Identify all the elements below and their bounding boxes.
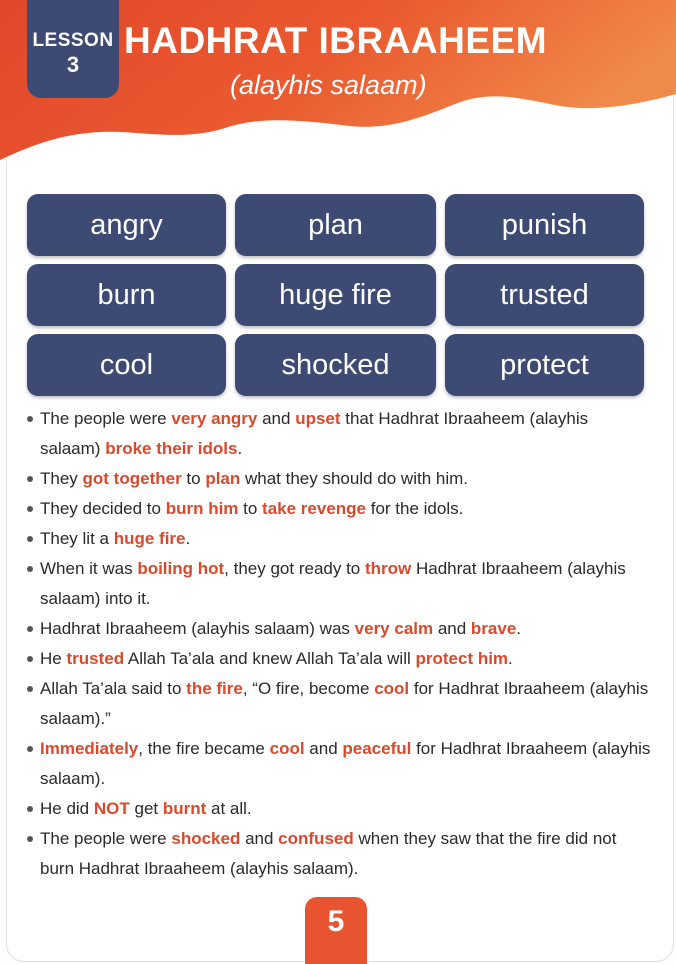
bullet-text: Allah Ta’ala and knew Allah Ta’ala will — [124, 649, 416, 668]
highlighted-phrase: plan — [205, 469, 241, 488]
story-bullet — [26, 644, 651, 674]
page-number: 5 — [305, 897, 367, 964]
vocab-card-protect: protect — [445, 334, 644, 396]
vocab-card-huge-fire: huge fire — [235, 264, 436, 326]
highlighted-phrase: burn him — [165, 499, 239, 518]
story-bullet — [26, 524, 651, 554]
story-bullet — [26, 674, 651, 734]
highlighted-phrase: cool — [374, 679, 410, 698]
bullet-text: , the fire became — [138, 739, 270, 758]
bullet-text: . — [185, 529, 191, 548]
story-bullet — [26, 494, 651, 524]
story-bullet — [26, 554, 651, 614]
highlighted-phrase: the fire — [186, 679, 243, 698]
story-bullet — [26, 824, 651, 884]
bullet-text: They — [40, 469, 83, 488]
lesson-label: LESSON — [32, 30, 114, 51]
bullet-text: The people were — [40, 409, 172, 428]
bullet-text: . — [508, 649, 513, 668]
vocab-card-trusted: trusted — [445, 264, 644, 326]
story-bullet — [26, 794, 651, 824]
bullet-text: They lit a — [40, 529, 114, 548]
bullet-text: They decided to — [40, 499, 166, 518]
highlighted-phrase: protect him — [415, 649, 509, 668]
bullet-text: Hadhrat Ibraaheem (alayhis salaam) into it. — [40, 559, 626, 608]
bullet-text: to — [238, 499, 263, 518]
vocab-card-punish: punish — [445, 194, 644, 256]
bullet-text: and — [240, 829, 279, 848]
bullet-text: . — [516, 619, 522, 638]
bullet-text: . — [237, 439, 243, 458]
bullet-text: for Hadhrat Ibraaheem (alayhis salaam). — [40, 739, 651, 788]
highlighted-phrase: shocked — [171, 829, 241, 848]
bullet-text: The people were — [40, 829, 172, 848]
lesson-subtitle: (alayhis salaam) — [230, 70, 427, 100]
bullet-text: When it was — [40, 559, 138, 578]
bullet-text: when they saw that the fire did not burn Hadhrat Ibraaheem (alayhis salaam). — [40, 829, 617, 878]
bullet-text: that Hadhrat Ibraaheem (alayhis salaam) — [40, 409, 589, 458]
lesson-title: HADHRAT IBRAAHEEM — [124, 20, 548, 61]
highlighted-phrase: burnt — [162, 799, 207, 818]
vocab-card-cool: cool — [27, 334, 226, 396]
bullet-text: and — [257, 409, 296, 428]
highlighted-phrase: got together — [82, 469, 182, 488]
highlighted-phrase: NOT — [93, 799, 130, 818]
bullet-text: for Hadhrat Ibraaheem (alayhis salaam).” — [40, 679, 649, 728]
highlighted-phrase: Immediately — [40, 739, 139, 758]
highlighted-phrase: broke their idols — [105, 439, 238, 458]
vocab-card-angry: angry — [27, 194, 226, 256]
bullet-text: , they got ready to — [224, 559, 365, 578]
lesson-number: 3 — [66, 52, 80, 77]
bullet-text: Hadhrat Ibraaheem (alayhis salaam) was — [40, 619, 355, 638]
bullet-text: Allah Ta’ala said to — [40, 679, 187, 698]
bullet-text: , “O fire, become — [242, 679, 375, 698]
highlighted-phrase: upset — [295, 409, 341, 428]
story-bullet-list — [26, 404, 651, 884]
bullet-text: and — [433, 619, 471, 638]
bullet-text: what they should do with him. — [240, 469, 468, 488]
highlighted-phrase: very angry — [171, 409, 258, 428]
lesson-badge — [27, 0, 119, 98]
bullet-text: at all. — [206, 799, 252, 818]
story-bullet — [26, 734, 651, 794]
bullet-text: get — [129, 799, 163, 818]
highlighted-phrase: boiling hot — [137, 559, 225, 578]
vocabulary-grid — [27, 194, 644, 396]
bullet-text: He — [40, 649, 67, 668]
highlighted-phrase: peaceful — [342, 739, 412, 758]
story-bullet — [26, 614, 651, 644]
story-bullet — [26, 404, 651, 464]
highlighted-phrase: huge fire — [113, 529, 186, 548]
bullet-text: and — [304, 739, 343, 758]
vocab-card-burn: burn — [27, 264, 226, 326]
highlighted-phrase: brave — [470, 619, 517, 638]
story-bullet — [26, 464, 651, 494]
highlighted-phrase: trusted — [66, 649, 125, 668]
bullet-text: He did — [40, 799, 94, 818]
bullet-text: for the idols. — [366, 499, 464, 518]
highlighted-phrase: throw — [364, 559, 412, 578]
vocab-card-shocked: shocked — [235, 334, 436, 396]
highlighted-phrase: cool — [269, 739, 305, 758]
highlighted-phrase: very calm — [354, 619, 434, 638]
highlighted-phrase: take revenge — [262, 499, 366, 518]
highlighted-phrase: confused — [278, 829, 354, 848]
vocab-card-plan: plan — [235, 194, 436, 256]
bullet-text: to — [181, 469, 206, 488]
